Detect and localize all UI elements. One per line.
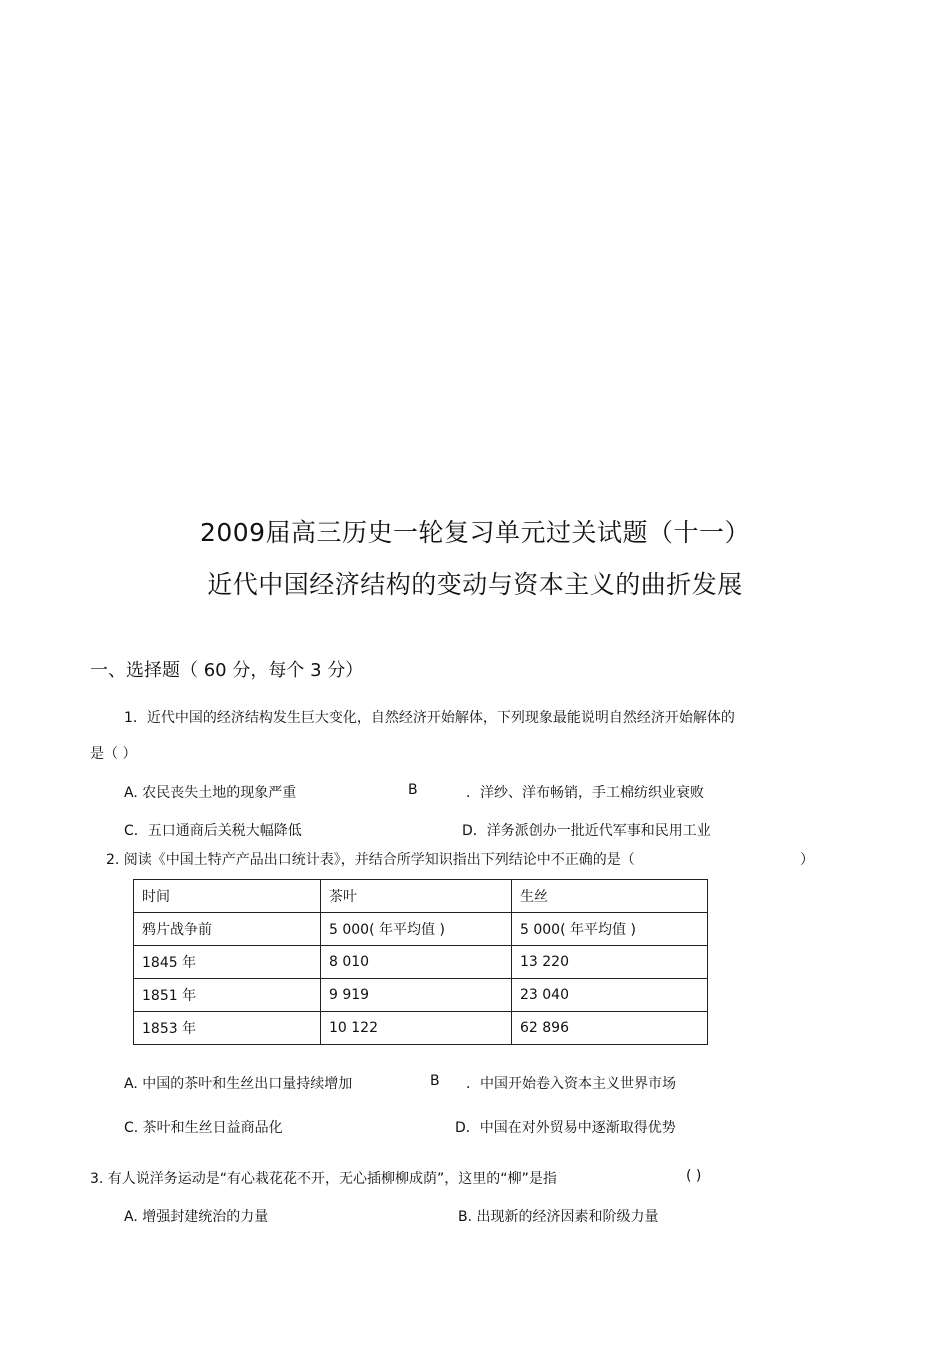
table-row (134, 913, 708, 946)
table-header-row (134, 880, 708, 913)
table-cell: 鸦片战争前 (134, 913, 321, 946)
table-cell: 1851 年 (134, 979, 321, 1012)
question-1-option-b-letter: B (408, 782, 418, 798)
table-cell: 1845 年 (134, 946, 321, 979)
question-1-option-b: ．洋纱、洋布畅销，手工棉纺织业衰败 (466, 785, 704, 801)
table-row (134, 946, 708, 979)
exam-subtitle: 近代中国经济结构的变动与资本主义的曲折发展 (207, 570, 743, 599)
question-1-option-d: D．洋务派创办一批近代军事和民用工业 (462, 823, 711, 839)
table-header-cell: 茶叶 (321, 880, 512, 913)
question-3-paren: ( ) (686, 1168, 702, 1184)
question-1-stem-continued: 是（ ） (90, 746, 137, 762)
table-cell: 1853 年 (134, 1012, 321, 1045)
question-1-stem: 1．近代中国的经济结构发生巨大变化，自然经济开始解体，下列现象最能说明自然经济开始解体的 (124, 710, 735, 726)
table-cell: 10 122 (321, 1012, 512, 1045)
question-2-option-d: D．中国在对外贸易中逐渐取得优势 (455, 1120, 676, 1136)
table-cell: 9 919 (321, 979, 512, 1012)
question-3-stem: 3. 有人说洋务运动是“有心栽花花不开，无心插柳柳成荫”，这里的“柳”是指 (90, 1171, 557, 1187)
table-row (134, 1012, 708, 1045)
question-2-option-a: A. 中国的茶叶和生丝出口量持续增加 (124, 1076, 353, 1092)
section-heading: 一、选择题（ 60 分，每个 3 分） (90, 660, 364, 681)
question-1-option-c: C．五口通商后关税大幅降低 (124, 823, 302, 839)
question-2-stem: 2. 阅读《中国土特产产品出口统计表》，并结合所学知识指出下列结论中不正确的是（ (106, 852, 635, 868)
question-3-option-a: A. 增强封建统治的力量 (124, 1209, 269, 1225)
table-cell: 5 000( 年平均值 ) (321, 913, 512, 946)
table-row (134, 979, 708, 1012)
question-2-option-b-letter: B (430, 1073, 440, 1089)
question-2-option-c: C. 茶叶和生丝日益商品化 (124, 1120, 283, 1136)
question-2-option-b: ．中国开始卷入资本主义世界市场 (466, 1076, 676, 1092)
table-cell: 8 010 (321, 946, 512, 979)
table-cell: 5 000( 年平均值 ) (512, 913, 708, 946)
table-cell: 13 220 (512, 946, 708, 979)
question-1-option-a: A. 农民丧失土地的现象严重 (124, 785, 297, 801)
table-cell: 62 896 (512, 1012, 708, 1045)
table-header-cell: 生丝 (512, 880, 708, 913)
question-3-option-b: B. 出现新的经济因素和阶级力量 (458, 1209, 659, 1225)
exam-title: 2009届高三历史一轮复习单元过关试题（十一） (199, 518, 751, 547)
export-statistics-table (133, 879, 708, 1045)
question-2-paren-close: ） (800, 852, 814, 868)
table-cell: 23 040 (512, 979, 708, 1012)
table-header-cell: 时间 (134, 880, 321, 913)
